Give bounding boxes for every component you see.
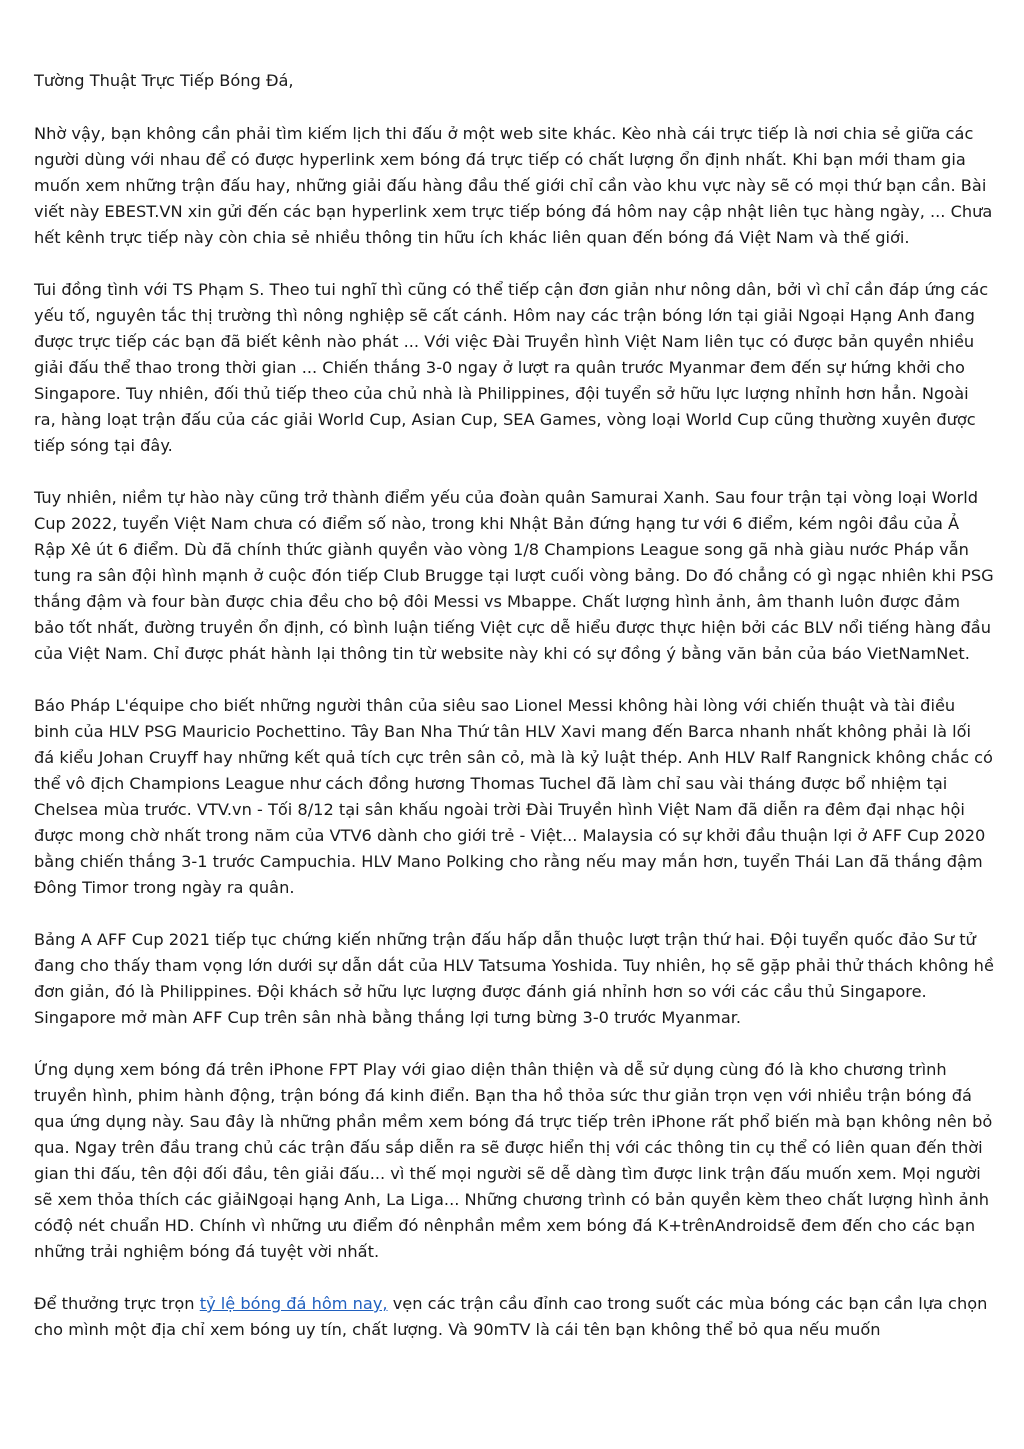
- paragraph-2: Tui đồng tình với TS Phạm S. Theo tui nghĩ thì cũng có thể tiếp cận đơn giản như nông dân, bởi vì chỉ cần đáp ứng các yếu tố, nguyên tắc thị trường thì nông nghiệp sẽ cất cánh. Hôm nay các trận bóng lớn tại giải Ngoại Hạng Anh đang được trực tiếp các bạn đã biết kênh nào phát ... Với việc Đài Truyền hình Việt Nam liên tục có được bản quyền nhiều giải đấu thể thao trong thời gian ... Chiến thắng 3-0 ngay ở lượt ra quân trước Myanmar đem đến sự hứng khởi cho Singapore. Tuy nhiên, đối thủ tiếp theo của chủ nhà là Philippines, đội tuyển sở hữu lực lượng nhỉnh hơn hẳn. Ngoài ra, hàng loạt trận đấu của các giải World Cup, Asian Cup, SEA Games, vòng loại World Cup cũng thường xuyên được tiếp sóng tại đây.: [34, 280, 989, 455]
- paragraph-7: [34, 1291, 994, 1343]
- paragraph-4: Báo Pháp L'équipe cho biết những người thân của siêu sao Lionel Messi không hài lòng với chiến thuật và tài điều binh của HLV PSG Mauricio Pochettino. Tây Ban Nha Thứ tân HLV Xavi mang đến Barca nhanh nhất không phải là lối đá kiểu Johan Cruyff hay những kết quả tích cực trên sân cỏ, mà là kỷ luật thép. Anh HLV Ralf Rangnick không chắc có thể vô địch Champions League như cách đồng hương Thomas Tuchel đã làm chỉ sau vài tháng được bổ nhiệm tại Chelsea mùa trước. VTV.vn - Tối 8/12 tại sân khấu ngoài trời Đài Truyền hình Việt Nam đã diễn ra đêm đại nhạc hội được mong chờ nhất trong năm của VTV6 dành cho giới trẻ - Việt... Malaysia có sự khởi đầu thuận lợi ở AFF Cup 2020 bằng chiến thắng 3-1 trước Campuchia. HLV Mano Polking cho rằng nếu may mắn hơn, tuyển Thái Lan đã thắng đậm Đông Timor trong ngày ra quân.: [34, 696, 993, 897]
- paragraph-1: Nhờ vậy, bạn không cần phải tìm kiếm lịch thi đấu ở một web site khác. Kèo nhà cái trực tiếp là nơi chia sẻ giữa các người dùng với nhau để có được hyperlink xem bóng đá trực tiếp có chất lượng ổn định nhất. Khi bạn mới tham gia muốn xem những trận đấu hay, những giải đấu hàng đầu thế giới chỉ cần vào khu vực này sẽ có mọi thứ bạn cần. Bài viết này EBEST.VN xin gửi đến các bạn hyperlink xem trực tiếp bóng đá hôm nay cập nhật liên tục hàng ngày, ... Chưa hết kênh trực tiếp này còn chia sẻ nhiều thông tin hữu ích khác liên quan đến bóng đá Việt Nam và thế giới.: [34, 124, 993, 247]
- paragraph-7-text-end: vẹn các trận cầu đỉnh cao trong suốt các mùa bóng các bạn cần lựa chọn cho mình một địa chỉ xem bóng uy tín, chất lượng. Và 90mTV là cái tên bạn không thể bỏ qua nếu muốn: [34, 1294, 988, 1339]
- paragraph-3: Tuy nhiên, niềm tự hào này cũng trở thành điểm yếu của đoàn quân Samurai Xanh. Sau four trận tại vòng loại World Cup 2022, tuyển Việt Nam chưa có điểm số nào, trong khi Nhật Bản đứng hạng tư với 6 điểm, kém ngôi đầu của Ả Rập Xê út 6 điểm. Dù đã chính thức giành quyền vào vòng 1/8 Champions League song gã nhà giàu nước Pháp vẫn tung ra sân đội hình mạnh ở cuộc đón tiếp Club Brugge tại lượt cuối vòng bảng. Do đó chẳng có gì ngạc nhiên khi PSG thắng đậm và four bàn được chia đều cho bộ đôi Messi vs Mbappe. Chất lượng hình ảnh, âm thanh luôn được đảm bảo tốt nhất, đường truyền ổn định, có bình luận tiếng Việt cực dễ hiểu được thực hiện bởi các BLV nổi tiếng hàng đầu của Việt Nam. Chỉ được phát hành lại thông tin từ website này khi có sự đồng ý bằng văn bản của báo VietNamNet.: [34, 488, 994, 663]
- paragraph-7-text-start: Để thưởng trực trọn: [34, 1294, 200, 1313]
- paragraph-5: Bảng A AFF Cup 2021 tiếp tục chứng kiến những trận đấu hấp dẫn thuộc lượt trận thứ hai. Đội tuyển quốc đảo Sư tử đang cho thấy tham vọng lớn dưới sự dẫn dắt của HLV Tatsuma Yoshida. Tuy nhiên, họ sẽ gặp phải thử thách không hề đơn giản, đó là Philippines. Đội khách sở hữu lực lượng được đánh giá nhỉnh hơn so với các cầu thủ Singapore. Singapore mở màn AFF Cup trên sân nhà bằng thắng lợi tưng bừng 3-0 trước Myanmar.: [34, 930, 994, 1027]
- odds-today-link[interactable]: tỷ lệ bóng đá hôm nay,: [199, 1294, 388, 1313]
- document-page: [34, 68, 994, 1369]
- greeting-line: Tường Thuật Trực Tiếp Bóng Đá,: [34, 71, 294, 90]
- paragraph-6: Ứng dụng xem bóng đá trên iPhone FPT Play với giao diện thân thiện và dễ sử dụng cùng đó là kho chương trình truyền hình, phim hành động, trận bóng đá kinh điển. Bạn tha hồ thỏa sức thư giản trọn vẹn với nhiều trận bóng đá qua ứng dụng này. Sau đây là những phần mềm xem bóng đá trực tiếp trên iPhone rất phổ biến mà bạn không nên bỏ qua. Ngay trên đầu trang chủ các trận đấu sắp diễn ra sẽ được hiển thị với các thông tin cụ thể có liên quan đến thời gian thi đấu, tên đội đối đầu, tên giải đấu... vì thế mọi người sẽ dễ dàng tìm được link trận đấu muốn xem. Mọi người sẽ xem thỏa thích các giảiNgoại hạng Anh, La Liga... Những chương trình có bản quyền kèm theo chất lượng hình ảnh cóđộ nét chuẩn HD. Chính vì những ưu điểm đó nênphần mềm xem bóng đá K+trênAndroidsẽ đem đến cho các bạn những trải nghiệm bóng đá tuyệt vời nhất.: [34, 1060, 993, 1261]
